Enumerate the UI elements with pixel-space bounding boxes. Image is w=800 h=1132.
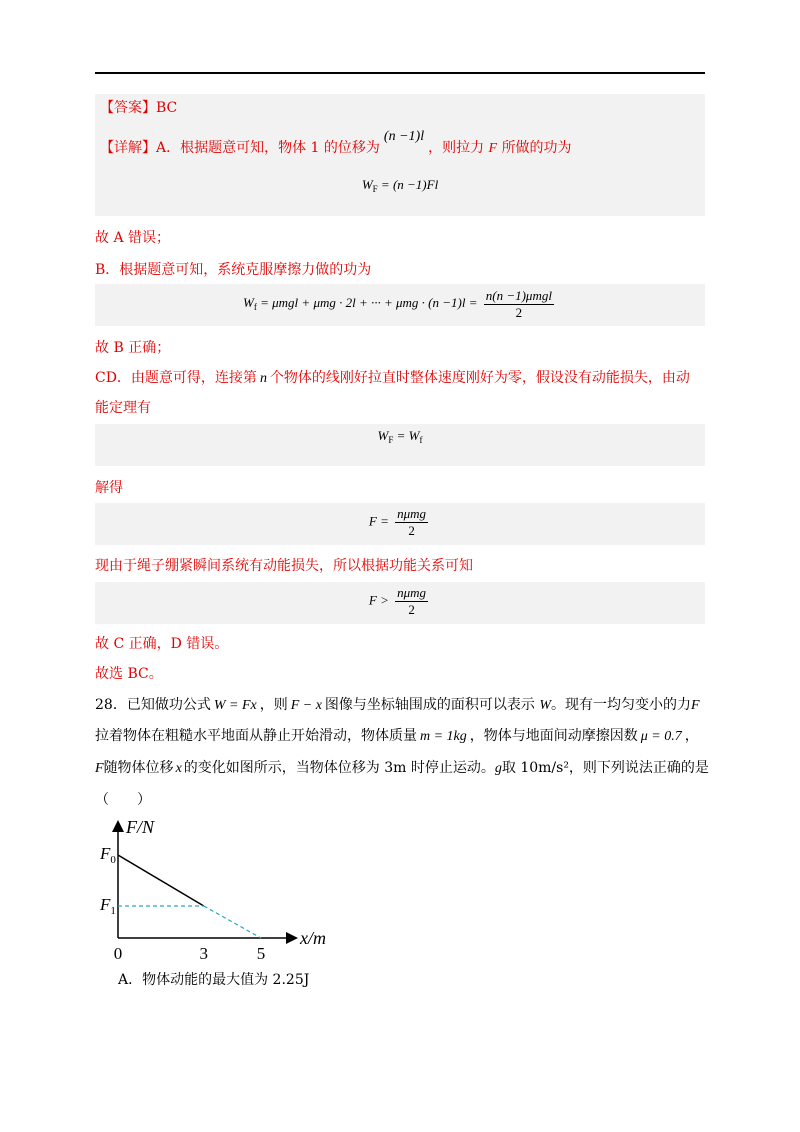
force-line-solid [118, 855, 204, 906]
x-tick-3: 3 [199, 944, 209, 963]
b-text: B．根据题意可知，系统克服摩擦力做的功为 [95, 262, 372, 278]
question-line-3: F随物体位移 x 的变化如图所示，当物体位移为 3m 时停止运动。g取 10m/s²，则下列说法正确的是 [95, 760, 709, 776]
b-conclusion: 故 B 正确； [95, 340, 171, 356]
cd-line-1: CD．由题意可得，连接第 n 个物体的线刚好拉直时整体速度刚好为零，假设没有动能损失，由动 [95, 370, 690, 386]
a-conclusion: 故 A 错误； [95, 230, 171, 246]
y-tick-f0: $F_0$ [100, 844, 116, 866]
answer-line: 【答案】BC [100, 100, 178, 116]
a-displacement: (n −1)l [383, 129, 425, 144]
cd-conclusion: 故 C 正确，D 错误。 [95, 636, 229, 652]
fraction-f2: $\frac{\text{nμmg}}{2}$ [397, 585, 427, 617]
final-answer: 故选 BC。 [95, 666, 163, 682]
equation-f-greater: F > $\frac{\text{nμmg}}{2}$ [368, 585, 427, 617]
cd-line-2: 能定理有 [95, 400, 151, 416]
equation-f: F = $\frac{\text{nμmg}}{2}$ [368, 506, 427, 538]
x-tick-0: 0 [113, 944, 123, 963]
question-paren: （ ） [95, 792, 151, 808]
loss-text: 现由于绳子绷紧瞬间系统有动能损失，所以根据功能关系可知 [95, 558, 473, 574]
fraction-f: $\frac{\text{nμmg}}{2}$ [397, 506, 427, 538]
y-axis-label: F/N [126, 817, 155, 837]
question-line-1: 28．已知做功公式 W = Fx ，则 F − x 图像与坐标轴围成的面积可以表示 W。现有一均匀变小的力F [95, 697, 700, 713]
detail-a-line: 【详解】A．根据题意可知，物体 1 的位移为(n −1)l，则拉力 F 所做的功为 [100, 129, 572, 156]
equation-wf: $W_F = (n -1)Fl$ [361, 177, 439, 194]
y-tick-f1: $F_1$ [100, 895, 116, 917]
f-x-graph [90, 815, 350, 975]
equation-friction-work: $W_f = \mu mgl + \mu mg \cdot 2l$ + ··· + μmg · (n −1)l = $\frac{\text{n(n −1)μmgl}}{2}$ [243, 288, 552, 320]
force-line-dashed [204, 906, 261, 938]
x-tick-5: 5 [256, 944, 266, 963]
solve-text: 解得 [95, 480, 123, 496]
equation-energy: $W_F = W_f$ [377, 428, 423, 445]
fraction-friction: $\frac{\text{n(n −1)μmgl}}{2}$ [485, 288, 552, 320]
question-line-2: 拉着物体在粗糙水平地面从静止开始滑动，物体质量 m = 1kg ，物体与地面间动摩擦因数 μ = 0.7 ， [95, 728, 699, 744]
header-rule [95, 72, 705, 74]
x-axis-label: x/m [300, 928, 326, 948]
option-a: A．物体动能的最大值为 2.25J [118, 972, 310, 988]
